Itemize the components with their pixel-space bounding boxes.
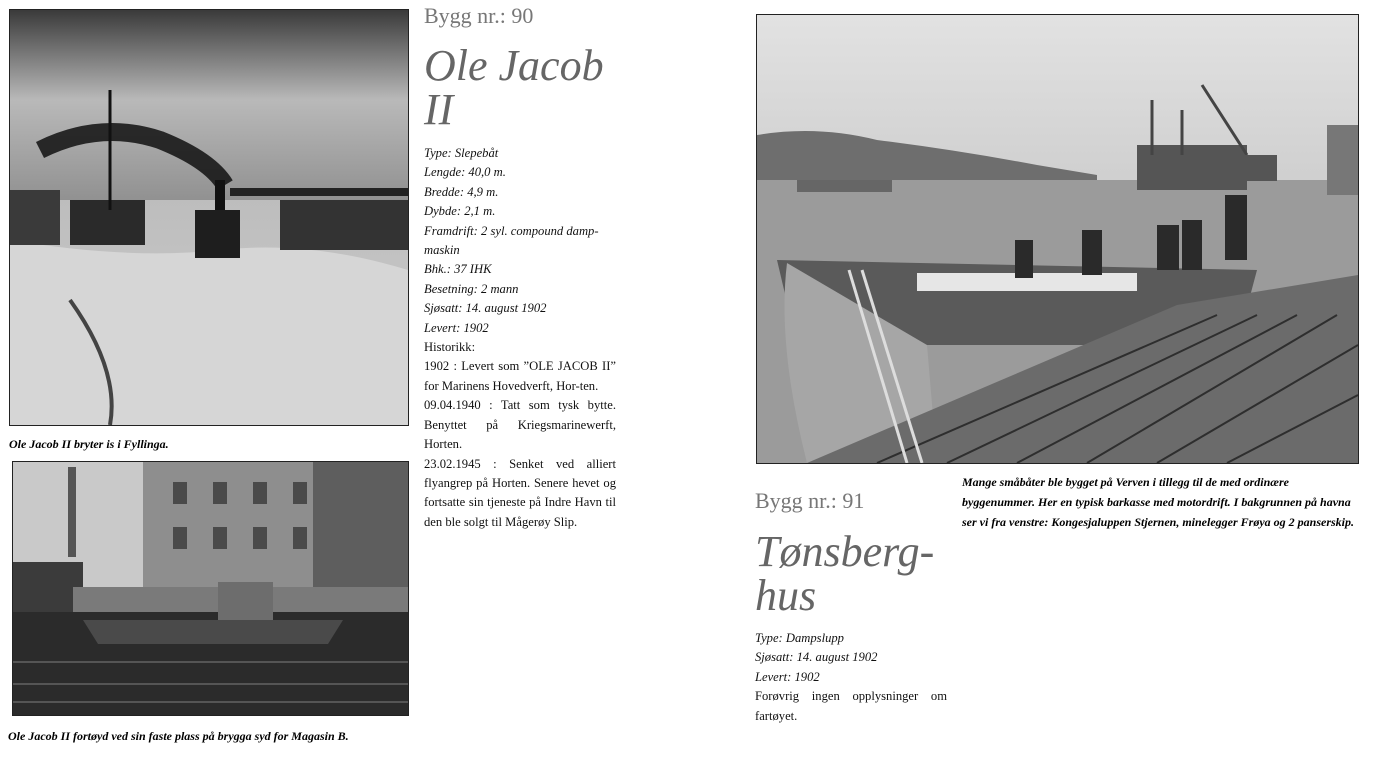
bygg-number-90: Bygg nr.: 90 bbox=[424, 3, 534, 28]
photo1-caption: Ole Jacob II bryter is i Fyllinga. bbox=[9, 437, 169, 451]
spec-note: Forøvrig ingen opplysninger om fartøyet. bbox=[755, 689, 947, 723]
history-entry: 1902 : Levert som ”OLE JACOB II” for Marinens Hovedverft, Hor-ten. bbox=[424, 359, 616, 393]
ship-name-ole-jacob bbox=[424, 41, 604, 134]
photo-ice-harbour bbox=[9, 9, 409, 426]
spec-type: Type: Dampslupp bbox=[755, 631, 844, 645]
spec-type: Type: Slepebåt bbox=[424, 146, 499, 160]
spec-delivered: Levert: 1902 bbox=[755, 669, 820, 684]
photo-boat-at-pier bbox=[756, 14, 1359, 464]
spec-propulsion-cont: maskin bbox=[424, 243, 460, 258]
spec-width: Bredde: 4,9 m. bbox=[424, 184, 499, 199]
photo3-caption: Mange småbåter ble bygget på Verven i tillegg til de med ordinære byggenummer. Her en typisk barkasse med motordrift. I bakgrunnen på havna ser vi fra venstre: Kongesjaluppen Stjernen, minelegger Frøya og 2 panserskip. bbox=[962, 475, 1355, 529]
spec-depth: Dybde: 2,1 m. bbox=[424, 204, 496, 219]
spec-length: Lengde: 40,0 m. bbox=[424, 165, 506, 180]
spec-delivered: Levert: 1902 bbox=[424, 320, 489, 335]
spec-power: Bhk.: 37 IHK bbox=[424, 262, 492, 277]
ship-name-line1: Ole Jacob bbox=[424, 41, 604, 90]
spec-launched: Sjøsatt: 14. august 1902 bbox=[755, 650, 878, 665]
history-entry: 09.04.1940 : Tatt som tysk bytte. Benyttet på Kriegsmarinewerft, Horten. bbox=[424, 398, 616, 452]
bygg-number-91: Bygg nr.: 91 bbox=[755, 488, 865, 513]
spec-crew: Besetning: 2 mann bbox=[424, 281, 519, 296]
ship-name-tonsberghus bbox=[755, 527, 935, 620]
history-heading: Historikk: bbox=[424, 340, 476, 355]
ship-name-line2: hus bbox=[755, 571, 817, 620]
spec-propulsion: Framdrift: 2 syl. compound damp- bbox=[424, 223, 599, 238]
photo2-caption: Ole Jacob II fortøyd ved sin faste plass på brygga syd for Magasin B. bbox=[8, 729, 349, 743]
ship-name-line1: Tønsberg- bbox=[755, 527, 935, 576]
ship-name-line2: II bbox=[424, 85, 454, 134]
spec-launched: Sjøsatt: 14. august 1902 bbox=[424, 301, 547, 316]
spec-list-91 bbox=[755, 629, 947, 726]
spec-list-90 bbox=[424, 144, 616, 532]
history-entry: 23.02.1945 : Senket ved alliert flyangrep på Horten. Senere hevet og fortsatte sin tjeneste på Indre Havn til den ble solgt til Mågerøy Slip. bbox=[424, 456, 616, 529]
photo-tugboat-warehouse bbox=[12, 461, 409, 716]
